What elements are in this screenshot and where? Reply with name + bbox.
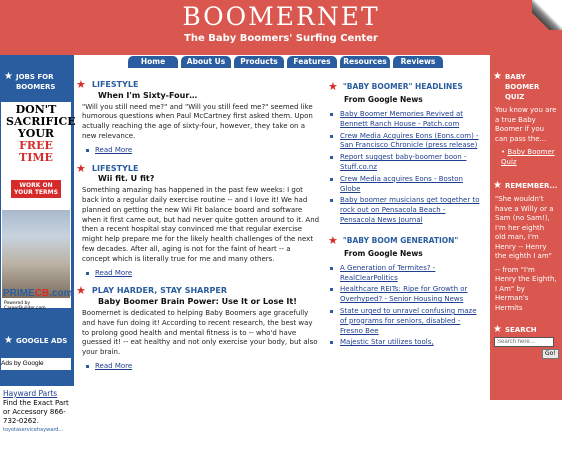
careerbuilder-ad[interactable] bbox=[1, 102, 76, 311]
headline-link[interactable]: A Generation of Termites? - RealClearPolitics bbox=[340, 263, 436, 282]
jobs-heading-label: JOBS FOR BOOMERS bbox=[15, 73, 56, 91]
bullet-icon bbox=[86, 272, 89, 275]
post-title[interactable]: When I'm Sixty-Four… bbox=[98, 90, 198, 100]
star-icon: ★ bbox=[493, 324, 502, 335]
list-item bbox=[328, 110, 480, 130]
read-more-link[interactable]: Read More bbox=[95, 145, 133, 154]
nav-about-us[interactable]: About Us bbox=[181, 56, 231, 68]
quiz-heading: ★ BABY BOOMER QUIZ bbox=[493, 71, 540, 101]
read-more bbox=[76, 362, 320, 372]
post-title[interactable]: Wii fit. U fit? bbox=[98, 174, 155, 184]
star-icon: ★ bbox=[76, 284, 86, 298]
post-excerpt: Boomernet is dedicated to helping Baby Boomers age gracefully and have fun doing it! According to recent research, the best way to prolong good health and mental fitness is to -- who'd have guessed it! -- eat healthy and not only exercise your body, but also your brain. bbox=[82, 308, 318, 357]
headlines-source: From Google News bbox=[344, 95, 423, 104]
nav-features[interactable]: Features bbox=[287, 56, 337, 68]
list-item bbox=[328, 132, 480, 152]
post-title[interactable]: Baby Boomer Brain Power: Use It or Lose It! bbox=[98, 297, 297, 307]
list-item bbox=[328, 153, 480, 173]
news-column bbox=[328, 80, 480, 350]
generation-list bbox=[328, 264, 480, 348]
remember-heading: ★ REMEMBER... bbox=[493, 180, 558, 191]
jobs-heading bbox=[0, 68, 74, 92]
quiz-link[interactable]: Baby Boomer Quiz bbox=[501, 148, 555, 166]
read-more-link[interactable]: Read More bbox=[95, 268, 133, 277]
quiz-text: You know you are a true Baby Boomer if you can pass the... bbox=[495, 106, 557, 143]
post-excerpt: Something amazing has happened in the past few weeks: I got back into a regular daily exercise routine -- and I love it! We had planned on getting the new Wii Fit balance board and software when it first came out, but had never quite gotten around to it. And then a recent hospital stay convinced me that regular exercise might help prepare me for the likely health challenges of the next few decades. After all, aging is not for the faint of heart -- a concept which is literally true for me and many others. bbox=[82, 186, 320, 263]
right-sidebar bbox=[490, 68, 562, 400]
star-icon: ★ bbox=[328, 80, 338, 93]
nav-reviews[interactable]: Reviews bbox=[393, 56, 443, 68]
headline-link[interactable]: Crew Media Acquires Eons (Eons.com) - San Francisco Chronicle (press release) bbox=[340, 131, 479, 150]
star-icon: ★ bbox=[4, 335, 13, 346]
ad-headline: DON'T SACRIFICE YOUR FREE TIME bbox=[6, 103, 76, 164]
star-icon: ★ bbox=[76, 78, 86, 91]
star-icon: ★ bbox=[328, 233, 338, 247]
list-item bbox=[328, 338, 480, 348]
generation-source: From Google News bbox=[344, 248, 423, 258]
post-excerpt: "Will you still need me?" and "Will you still feed me?" seemed like humorous questions when Paul McCartney first asked them. Upon actually reaching the age of sixty-four, however, they take on a new relevance. bbox=[82, 102, 313, 140]
bullet-icon bbox=[86, 149, 89, 152]
ads-by-google-bar[interactable] bbox=[1, 358, 71, 370]
headline-link[interactable]: Report suggest baby-boomer boon - Stuff.co.nz bbox=[340, 153, 467, 171]
star-icon: ★ bbox=[493, 71, 502, 82]
list-item bbox=[328, 307, 480, 336]
post bbox=[76, 286, 320, 371]
nav-home[interactable]: Home bbox=[128, 56, 178, 68]
read-more bbox=[76, 269, 320, 279]
remember-attribution: -- from "I'm Henry the Eighth, I Am" by Herman's Hermits bbox=[495, 265, 557, 312]
headline-link[interactable]: State urged to unravel confusing maze of programs for seniors, disabled - Fresno Bee bbox=[340, 306, 477, 335]
headlines-list bbox=[328, 110, 480, 226]
read-more-link[interactable]: Read More bbox=[95, 361, 133, 370]
site-header bbox=[0, 0, 562, 55]
main-content bbox=[76, 80, 320, 380]
headline-link[interactable]: Healthcare REITs: Ripe for Growth or Overhyped? - Senior Housing News bbox=[340, 285, 468, 304]
google-ads-heading-label: GOOGLE ADS bbox=[15, 337, 68, 345]
text-ad-title-link[interactable]: Hayward Parts bbox=[3, 389, 58, 398]
list-item bbox=[328, 175, 480, 195]
site-tagline: The Baby Boomers' Surfing Center bbox=[184, 33, 378, 44]
main-nav bbox=[128, 56, 443, 68]
search-go-button[interactable]: Go! bbox=[542, 349, 559, 359]
ad-photo bbox=[2, 210, 73, 299]
headline-link[interactable]: Baby boomer musicians get together to rock out on Pensacola Beach - Pensacola News Journal bbox=[340, 196, 480, 224]
remember-quote: "She wouldn't have a Willy or a Sam (no Sam!), I'm her eighth old man, I'm Henry -- Henry the eighth I am" bbox=[495, 195, 554, 260]
post bbox=[76, 80, 320, 156]
ad-powered-by: Powered by CareerBuilder.com bbox=[4, 301, 46, 311]
left-sidebar bbox=[0, 68, 76, 433]
list-item bbox=[328, 285, 480, 305]
star-icon: ★ bbox=[76, 161, 86, 175]
site-logo[interactable]: BOOMERNET bbox=[182, 2, 380, 31]
star-icon: ★ bbox=[493, 180, 502, 191]
post-category: ★ LIFESTYLE bbox=[76, 78, 139, 91]
search-input[interactable] bbox=[494, 337, 554, 347]
post bbox=[76, 161, 320, 279]
read-more bbox=[76, 146, 320, 156]
headline-link[interactable]: Baby Boomer Memories Revived at Bennett Ranch House - Patch.com bbox=[340, 110, 464, 128]
text-ad-url[interactable]: toyotaservicehayward... bbox=[3, 427, 64, 433]
text-ad bbox=[0, 386, 74, 468]
headline-link[interactable]: Crew Media acquires Eons - Boston Globe bbox=[340, 174, 463, 193]
ad-brand: PRIMECB.com bbox=[3, 288, 73, 299]
page-curl-decoration bbox=[532, 0, 562, 30]
bullet-icon bbox=[86, 365, 89, 368]
nav-resources[interactable]: Resources bbox=[340, 56, 390, 68]
list-item bbox=[328, 196, 480, 225]
headlines-heading: ★ "BABY BOOMER" HEADLINES bbox=[328, 80, 463, 93]
ads-by-google-label: Ads by Google bbox=[1, 360, 44, 367]
quiz-link-item: • Baby Boomer Quiz bbox=[501, 148, 555, 166]
post-category: ★ PLAY HARDER, STAY SHARPER bbox=[76, 284, 228, 298]
search-heading: ★ SEARCH bbox=[493, 324, 537, 335]
nav-products[interactable]: Products bbox=[234, 56, 284, 68]
post-category: ★ LIFESTYLE bbox=[76, 161, 139, 175]
text-ad-body: Find the Exact Part or Accessory 866-732-0262. bbox=[3, 399, 69, 425]
list-item bbox=[328, 264, 480, 284]
generation-heading: ★ "BABY BOOM GENERATION" bbox=[328, 233, 459, 247]
headline-link[interactable]: Majestic Star utilizes tools, bbox=[340, 338, 434, 347]
google-ads-heading bbox=[0, 332, 82, 346]
ad-work-banner: WORK ON YOUR TERMS bbox=[11, 180, 61, 198]
star-icon: ★ bbox=[4, 71, 13, 82]
